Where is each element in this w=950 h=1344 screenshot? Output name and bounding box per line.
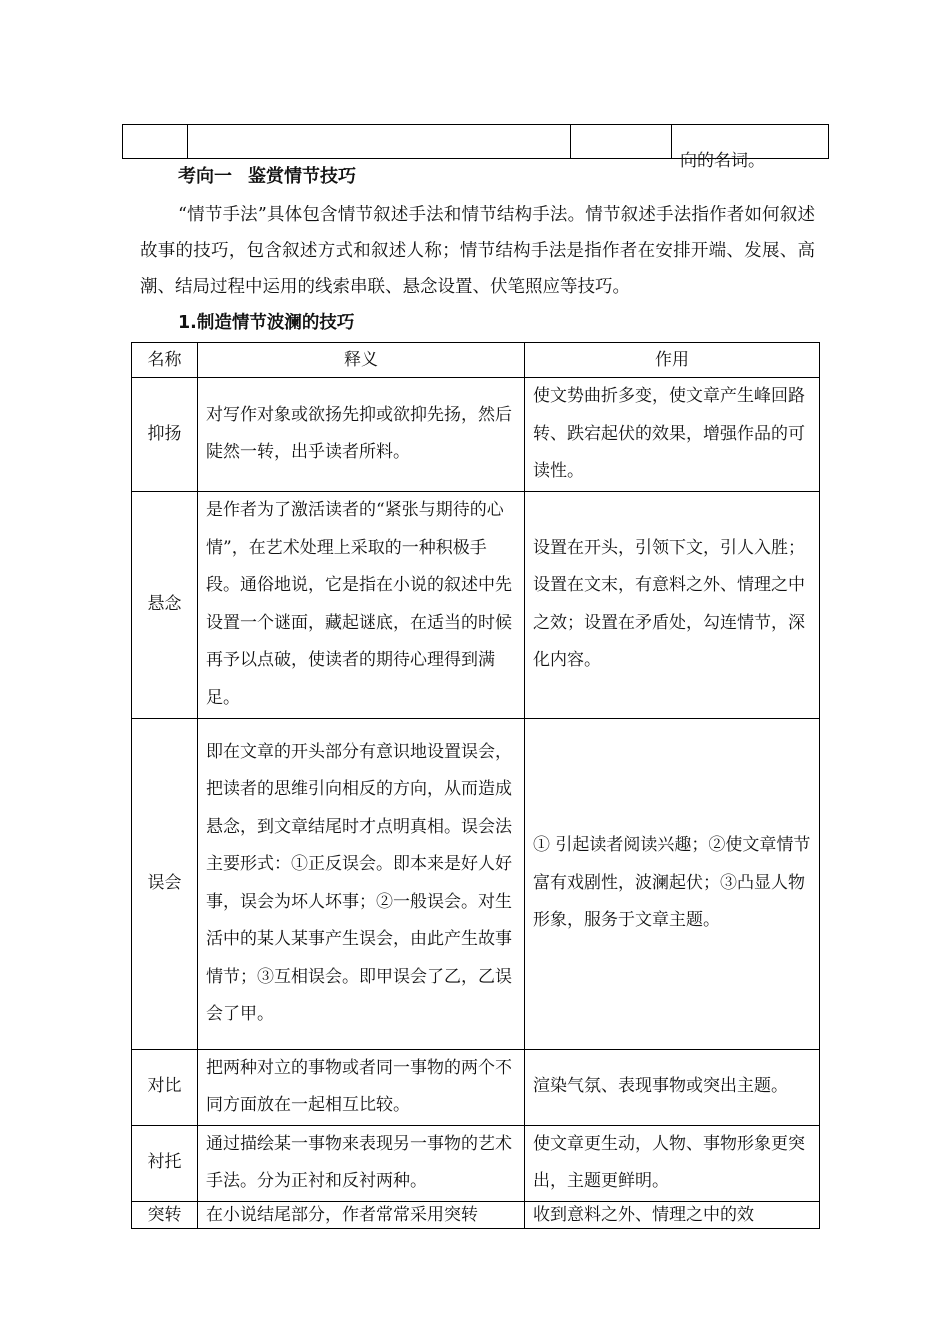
technique-meaning: 对写作对象或欲扬先抑或欲抑先扬，然后陡然一转，出乎读者所料。	[198, 378, 525, 492]
technique-name: 衬托	[132, 1125, 198, 1201]
technique-meaning: 即在文章的开头部分有意识地设置误会，把读者的思维引向相反的方向，从而造成悬念，到文章结尾时才点明真相。误会法主要形式：①正反误会。即本来是好人好事，误会为坏人坏事；②一般误会。对生活中的某人某事产生误会，由此产生故事情节；③互相误会。即甲误会了乙，乙误会了甲。	[198, 718, 525, 1049]
column-divider	[671, 125, 672, 158]
technique-name: 悬念	[132, 491, 198, 718]
column-divider	[570, 125, 571, 158]
technique-meaning: 把两种对立的事物或者同一事物的两个不同方面放在一起相互比较。	[198, 1049, 525, 1125]
techniques-table	[131, 342, 820, 1229]
subsection-heading: 1.制造情节波澜的技巧	[178, 313, 355, 333]
technique-effect: 渲染气氛、表现事物或突出主题。	[525, 1049, 820, 1125]
column-divider	[187, 125, 188, 158]
technique-effect: ① 引起读者阅读兴趣；②使文章情节富有戏剧性，波澜起伏；③凸显人物形象，服务于文章主题。	[525, 718, 820, 1049]
technique-meaning: 通过描绘某一事物来表现另一事物的艺术手法。分为正衬和反衬两种。	[198, 1125, 525, 1201]
previous-table-fragment	[122, 124, 829, 171]
header-meaning: 释义	[198, 343, 525, 378]
technique-effect: 使文章更生动，人物、事物形象更突出，主题更鲜明。	[525, 1125, 820, 1201]
technique-name: 突转	[132, 1201, 198, 1228]
header-effect: 作用	[525, 343, 820, 378]
table-row	[132, 1125, 820, 1201]
technique-name: 抑扬	[132, 378, 198, 492]
continued-cell-text: 向的名词。	[680, 151, 765, 171]
intro-paragraph: “情节手法”具体包含情节叙述手法和情节结构手法。情节叙述手法指作者如何叙述故事的技巧，包含叙述方式和叙述人称；情节结构手法是指作者在安排开端、发展、高潮、结局过程中运用的线索串联、悬念设置、伏笔照应等技巧。	[140, 205, 815, 297]
table-row	[132, 1201, 820, 1228]
technique-meaning: 在小说结尾部分，作者常常采用突转	[198, 1201, 525, 1228]
technique-name: 对比	[132, 1049, 198, 1125]
technique-name: 误会	[132, 718, 198, 1049]
technique-effect: 设置在开头，引领下文，引人入胜；设置在文末，有意料之外、情理之中之效；设置在矛盾处，勾连情节，深化内容。	[525, 491, 820, 718]
table-row	[132, 491, 820, 718]
heading-label: 考向一	[178, 166, 232, 187]
header-name: 名称	[132, 343, 198, 378]
table-row	[132, 378, 820, 492]
table-row	[132, 718, 820, 1049]
table-header-row	[132, 343, 820, 378]
technique-effect: 使文势曲折多变，使文章产生峰回路转、跌宕起伏的效果，增强作品的可读性。	[525, 378, 820, 492]
heading-title: 鉴赏情节技巧	[248, 166, 356, 187]
section-heading	[178, 162, 356, 188]
technique-meaning: 是作者为了激活读者的“紧张与期待的心情”，在艺术处理上采取的一种积极手段。通俗地说，它是指在小说的叙述中先设置一个谜面，藏起谜底，在适当的时候再予以点破，使读者的期待心理得到满足。	[198, 491, 525, 718]
technique-effect: 收到意料之外、情理之中的效	[525, 1201, 820, 1228]
table-row	[132, 1049, 820, 1125]
